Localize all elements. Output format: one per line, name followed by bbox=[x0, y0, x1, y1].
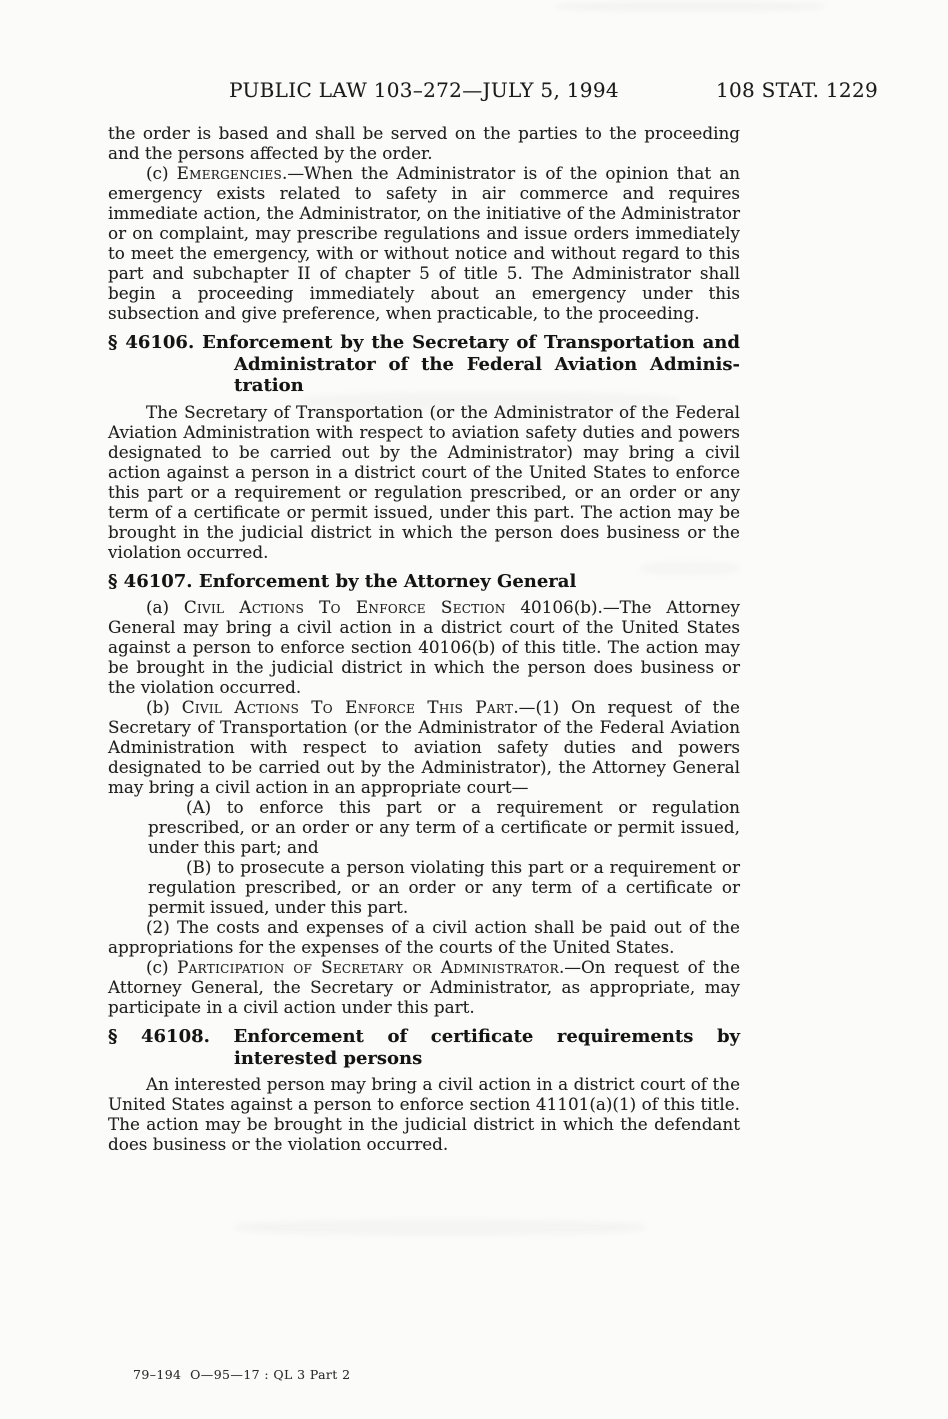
section-heading-text: Administrator of the Federal Aviation Adminis- bbox=[234, 353, 740, 375]
text-run: .—(1) On request of the Secretary of Transportation (or the Administrator of the Federal Aviation Administration with respect to aviation safety duties and powers designated to be carried out by the Administrator), the Attorney General may bring a civil action in an appropriate court— bbox=[108, 697, 740, 797]
section-heading-text: interested persons bbox=[234, 1047, 423, 1069]
section-heading-line bbox=[108, 1026, 740, 1048]
text-run: An interested person may bring a civil action in a district court of the United States against a person to enforce section 41101(a)(1) of this title. The action may be brought in the judicial district in which the defendant does business or the violation occurred. bbox=[108, 1074, 740, 1154]
page-body bbox=[108, 123, 740, 1154]
paragraph bbox=[108, 597, 740, 697]
smallcaps-run: Civil Actions To Enforce Section bbox=[183, 597, 506, 617]
section-heading-text: Enforcement by the Secretary of Transportation and bbox=[202, 332, 740, 353]
text-run: 40106(b).—The Attorney General may bring a civil action in a district court of the United States against a person to enforce section 40106(b) of this title. The action may be brought in the judicial district in which the person does business or the violation occurred. bbox=[108, 597, 741, 697]
paragraph bbox=[108, 957, 740, 1017]
text-run: (c) bbox=[146, 957, 178, 977]
paragraph bbox=[148, 857, 740, 917]
section-heading bbox=[108, 571, 740, 593]
text-run: The Secretary of Transportation (or the Administrator of the Federal Aviation Administration with respect to aviation safety duties and powers designated to be carried out by the Administrator) may bring a civil action against a person in a district court of the United States to enforce this part or a requirement or regulation prescribed, or an order or any term of a certificate or permit issued, under this part. The action may be brought in the judicial district in which the person does business or the violation occurred. bbox=[108, 401, 740, 562]
stat-page-number: 108 STAT. 1229 bbox=[715, 78, 878, 102]
section-heading bbox=[108, 332, 740, 397]
law-title: PUBLIC LAW 103–272—JULY 5, 1994 bbox=[229, 78, 619, 102]
section-heading-line bbox=[108, 1048, 740, 1070]
paragraph bbox=[108, 123, 740, 163]
smallcaps-run: Emergencies bbox=[176, 163, 282, 183]
print-code: 79–194 O—95—17 : QL 3 Part 2 bbox=[133, 1367, 351, 1382]
text-run: (a) bbox=[146, 597, 184, 617]
text-run: .—When the Administrator is of the opinion that an emergency exists related to safety in air commerce and requires immediate action, the Administrator, on the initiative of the Administrator or on complaint, may prescribe regulations and issue orders immediately to meet the emergency, with or without notice and without regard to this part and subchapter II of chapter 5 of title 5. The Administrator shall begin a proceeding immediately about an emergency under this subsection and give preference, when practicable, to the proceeding. bbox=[108, 163, 741, 323]
section-heading bbox=[108, 1026, 740, 1069]
section-heading-text: Enforcement of certificate requirements by bbox=[233, 1026, 740, 1047]
section-heading-line bbox=[108, 375, 740, 397]
paragraph bbox=[108, 1074, 740, 1154]
smallcaps-run: Civil Actions To Enforce This Part bbox=[181, 697, 514, 717]
paragraph bbox=[108, 402, 740, 562]
section-heading-text: tration bbox=[234, 375, 304, 396]
text-run: (c) bbox=[146, 163, 177, 183]
paragraph bbox=[108, 697, 740, 797]
section-number: § 46107. bbox=[108, 570, 193, 592]
text-run: (b) bbox=[146, 697, 182, 717]
scan-artifact bbox=[235, 1220, 645, 1235]
text-run: (B) to prosecute a person violating this part or a requirement or regulation prescribed, or an order or any term of a certificate or permit issued, under this part. bbox=[148, 857, 740, 917]
text-run: .—On request of the Attorney General, the Secretary or Administrator, as appropriate, may participate in a civil action under this part. bbox=[108, 957, 740, 1017]
paragraph bbox=[108, 163, 740, 323]
paragraph bbox=[148, 797, 740, 857]
page-header bbox=[108, 78, 878, 104]
text-run: the order is based and shall be served on the parties to the proceeding and the persons affected by the order. bbox=[108, 123, 740, 163]
paragraph bbox=[108, 917, 740, 957]
section-number: § 46106. bbox=[108, 332, 195, 353]
scan-artifact bbox=[555, 2, 825, 11]
smallcaps-run: Participation of Secretary or Administrator bbox=[177, 957, 559, 977]
section-heading-line bbox=[108, 571, 740, 593]
section-heading-text: Enforcement by the Attorney General bbox=[198, 570, 577, 592]
section-number: § 46108. bbox=[108, 1026, 210, 1047]
text-run: (A) to enforce this part or a requirement or regulation prescribed, or an order or any term of a certificate or permit issued, under this part; and bbox=[148, 797, 740, 857]
section-heading-line bbox=[108, 332, 740, 354]
text-run: (2) The costs and expenses of a civil action shall be paid out of the appropriations for the expenses of the courts of the United States. bbox=[108, 917, 740, 957]
section-heading-line bbox=[108, 354, 740, 376]
